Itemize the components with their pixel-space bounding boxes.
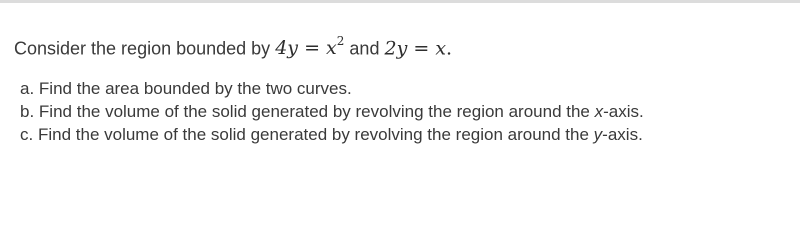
part-b (20, 100, 794, 123)
part-a-label: a. (20, 79, 35, 99)
equation-parabola (275, 34, 345, 60)
eq1-operator: = (304, 37, 320, 60)
top-divider (0, 0, 800, 3)
part-c-suffix: -axis. (602, 125, 643, 145)
part-b-suffix: -axis. (603, 102, 644, 122)
question-parts-list (14, 77, 794, 146)
part-b-axis: x (594, 102, 604, 122)
part-c-label: c. (20, 125, 34, 145)
part-c-text: Find the volume of the solid generated by revolving the region around the (37, 125, 589, 145)
sentence-end: . (446, 37, 453, 60)
conjunction: and (349, 38, 380, 59)
intro-text: Consider the region bounded by (14, 38, 271, 59)
question-intro (14, 28, 794, 63)
part-a (20, 77, 794, 100)
part-b-text: Find the volume of the solid generated by revolving the region around the (38, 102, 590, 122)
part-b-label: b. (20, 102, 35, 122)
eq1-exponent: 2 (336, 34, 345, 48)
equation-line (384, 37, 452, 59)
eq2-operator: = (413, 37, 430, 60)
part-c (20, 123, 794, 146)
eq2-rhs: x (435, 37, 447, 60)
eq1-lhs: 4y (275, 37, 299, 60)
part-a-text: Find the area bounded by the two curves. (38, 79, 352, 99)
question-block (14, 28, 794, 146)
eq1-base: x (326, 37, 337, 60)
part-c-axis: y (593, 125, 603, 145)
eq2-lhs: 2y (384, 37, 408, 60)
